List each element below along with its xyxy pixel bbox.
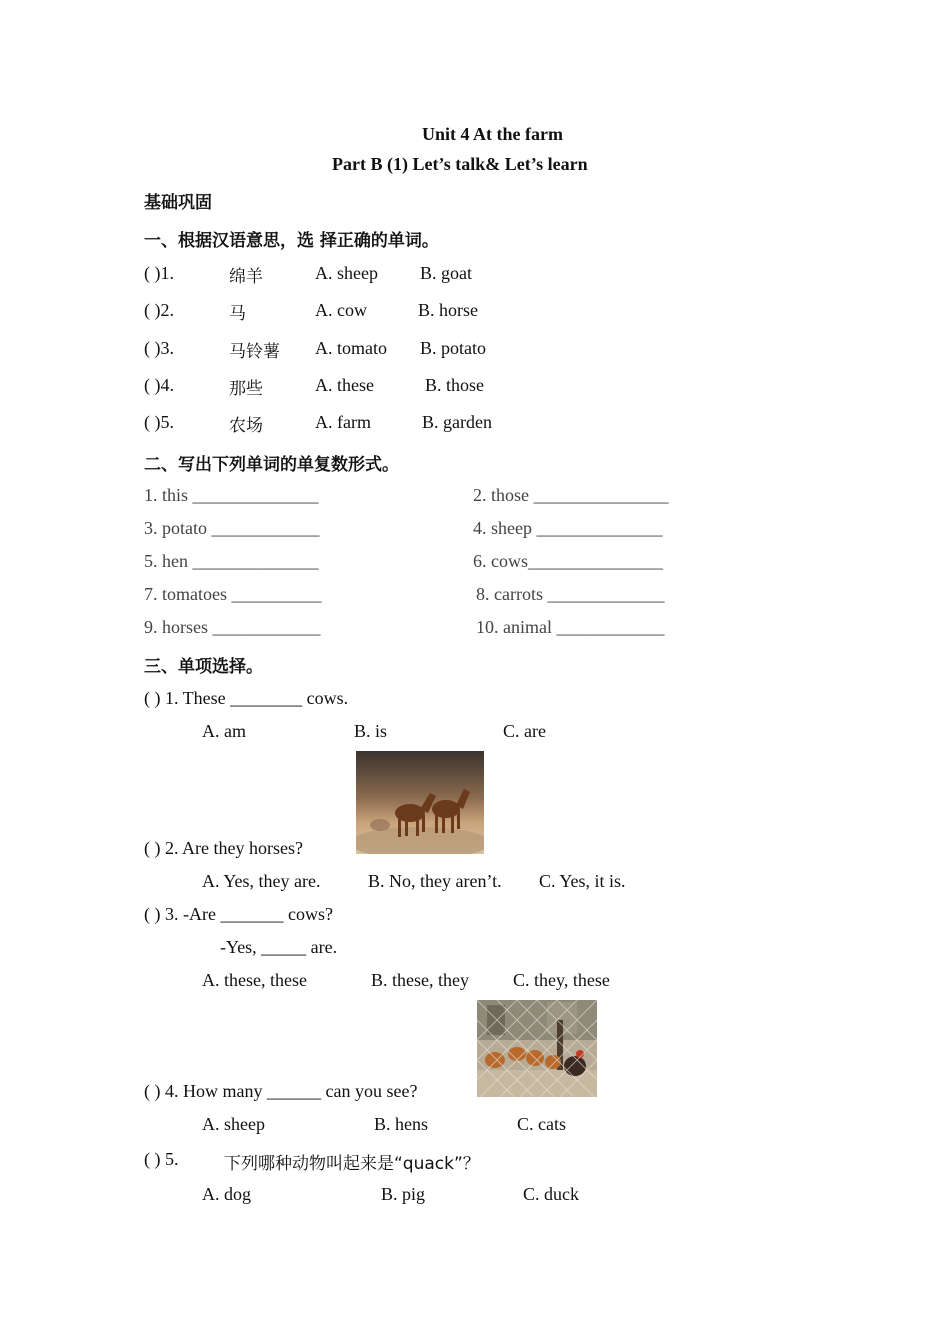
q1-option-c: C. are	[503, 721, 546, 741]
chinese-word: 那些	[229, 379, 263, 399]
hens-photo-art	[477, 1000, 597, 1097]
answer-bracket[interactable]: ( )5.	[144, 412, 174, 432]
question-2[interactable]: ( ) 2. Are they horses?	[144, 838, 303, 858]
q3-option-c: C. they, these	[513, 970, 610, 990]
question-5: 下列哪种动物叫起来是“quack”？	[224, 1154, 480, 1174]
fill-item[interactable]: 7. tomatoes __________	[144, 584, 322, 604]
fill-item[interactable]: 4. sheep ______________	[473, 518, 663, 538]
option-b: B. those	[425, 375, 485, 395]
option-a: A. sheep	[315, 263, 378, 283]
option-b: B. horse	[418, 300, 478, 320]
page-subtitle: Part B (1) Let’s talk& Let’s learn	[332, 154, 588, 174]
page-title: Unit 4 At the farm	[422, 124, 563, 144]
fill-item[interactable]: 6. cows_______________	[473, 551, 663, 571]
q5-option-c: C. duck	[523, 1184, 579, 1204]
fill-item[interactable]: 1. this ______________	[144, 485, 319, 505]
fill-item[interactable]: 8. carrots _____________	[476, 584, 665, 604]
q4-option-b: B. hens	[374, 1114, 428, 1134]
hens-photo	[477, 1000, 597, 1097]
fill-item[interactable]: 3. potato ____________	[144, 518, 320, 538]
option-a: A. cow	[315, 300, 367, 320]
answer-bracket[interactable]: ( )2.	[144, 300, 174, 320]
q1-option-a: A. am	[202, 721, 246, 741]
answer-bracket[interactable]: ( )1.	[144, 263, 174, 283]
q5-option-a: A. dog	[202, 1184, 251, 1204]
chinese-word: 马铃薯	[229, 342, 280, 362]
option-b: B. garden	[422, 412, 492, 432]
fill-item[interactable]: 5. hen ______________	[144, 551, 319, 571]
q2-option-c: C. Yes, it is.	[539, 871, 626, 891]
question-4[interactable]: ( ) 4. How many ______ can you see?	[144, 1081, 418, 1101]
chinese-word: 绵羊	[229, 267, 263, 287]
option-a: A. farm	[315, 412, 371, 432]
option-b: B. potato	[420, 338, 486, 358]
q4-option-c: C. cats	[517, 1114, 566, 1134]
q4-option-a: A. sheep	[202, 1114, 265, 1134]
section-basic-label: 基础巩固	[144, 193, 212, 213]
part2-heading: 二、写出下列单词的单复数形式。	[144, 455, 399, 475]
q2-option-a: A. Yes, they are.	[202, 871, 321, 891]
answer-bracket[interactable]: ( )3.	[144, 338, 174, 358]
q3-option-b: B. these, they	[371, 970, 469, 990]
question-3-reply: -Yes, _____ are.	[220, 937, 338, 957]
q3-option-a: A. these, these	[202, 970, 307, 990]
chinese-word: 马	[229, 304, 246, 324]
q5-option-b: B. pig	[381, 1184, 426, 1204]
part3-heading: 三、单项选择。	[144, 657, 263, 677]
option-a: A. these	[315, 375, 374, 395]
horses-photo	[356, 751, 484, 854]
horses-photo-art	[356, 751, 484, 854]
fill-item[interactable]: 10. animal ____________	[476, 617, 665, 637]
q2-option-b: B. No, they aren’t.	[368, 871, 502, 891]
answer-bracket[interactable]: ( )4.	[144, 375, 174, 395]
chinese-word: 农场	[229, 416, 263, 436]
question-3[interactable]: ( ) 3. -Are _______ cows?	[144, 904, 333, 924]
fill-item[interactable]: 2. those _______________	[473, 485, 669, 505]
option-b: B. goat	[420, 263, 472, 283]
fill-item[interactable]: 9. horses ____________	[144, 617, 321, 637]
q1-option-b: B. is	[354, 721, 388, 741]
option-a: A. tomato	[315, 338, 387, 358]
question-1[interactable]: ( ) 1. These ________ cows.	[144, 688, 349, 708]
question-5-number[interactable]: ( ) 5.	[144, 1149, 179, 1169]
part1-heading: 一、根据汉语意思，选 择正确的单词。	[144, 231, 439, 251]
